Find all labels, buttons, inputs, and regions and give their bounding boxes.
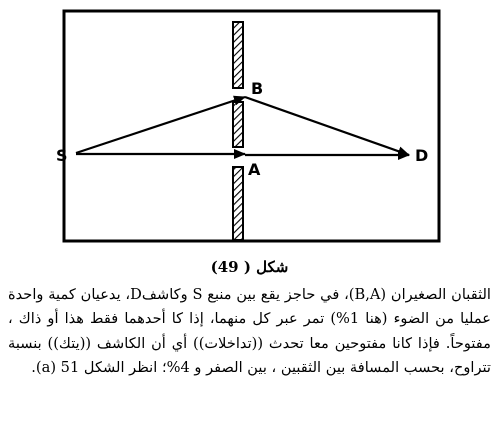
label-hole-b: B bbox=[251, 79, 264, 98]
label-hole-a: A bbox=[248, 160, 261, 179]
barrier-segment-middle bbox=[233, 102, 243, 147]
label-source: S bbox=[56, 146, 68, 165]
figure-drawing bbox=[56, 8, 442, 248]
ray-b-to-d bbox=[245, 97, 409, 155]
ray-s-to-b bbox=[76, 97, 245, 153]
body-paragraph: الثقبان الصغيران (B,A)، في حاجز يقع بين منبع S وكاشفD، يدعيان كمية واحدة عمليا من الضوء (هنا 1%) تمر عبر كل منهما، إذا كا أحدهما فقط هذا أو ذاك ، مفتوحاً. فإذا كانا مفتوحين معا تحدث ((تداخلات)) أي أن الكاشف ((يتك)) بنسبة تتراوح، بحسب المسافة بين الثقبين ، بين الصفر و 4%؛ انظر الشكل 51 (a). bbox=[8, 286, 492, 377]
barrier-segment-bottom bbox=[233, 167, 243, 240]
body-paragraph-container bbox=[8, 283, 491, 381]
barrier-segment-top bbox=[233, 22, 243, 88]
label-detector: D bbox=[415, 146, 429, 165]
figure-caption: شكل ( 49) bbox=[210, 258, 289, 276]
figure-frame bbox=[64, 11, 439, 241]
interference-figure bbox=[56, 8, 442, 248]
